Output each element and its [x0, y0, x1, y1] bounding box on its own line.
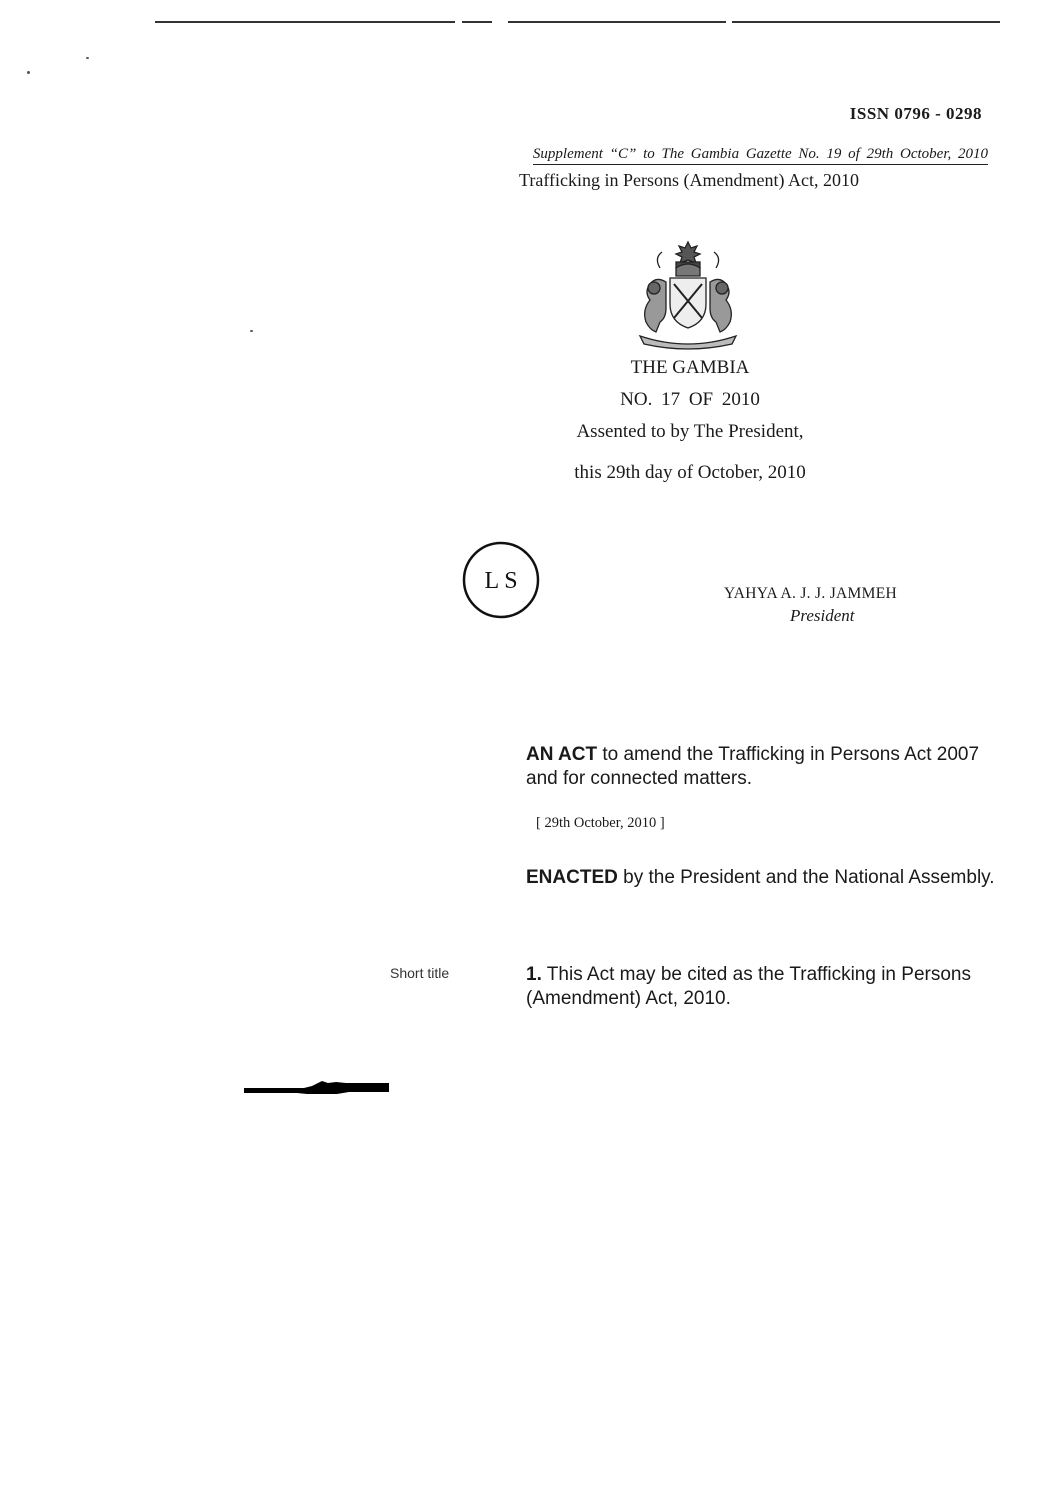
seal-text: L S — [484, 568, 518, 594]
speck — [27, 71, 30, 74]
gambia-coat-of-arms-icon — [630, 238, 746, 350]
signatory-name: YAHYA A. J. J. JAMMEH — [724, 585, 897, 602]
commencement-date: [ 29th October, 2010 ] — [536, 815, 665, 831]
act-number: NO. 17 OF 2010 — [620, 389, 760, 410]
ink-smudge — [244, 1079, 389, 1095]
top-rule-4 — [732, 21, 1000, 23]
section-margin-note: Short title — [390, 965, 450, 981]
long-title-lead: AN ACT — [526, 744, 598, 765]
assent-date: this 29th day of October, 2010 — [574, 462, 806, 483]
enacting-clause — [526, 866, 1008, 890]
assent-statement: Assented to by The President, — [576, 421, 804, 442]
enacting-text: by the President and the National Assembly. — [617, 867, 995, 888]
country-name: THE GAMBIA — [630, 357, 750, 378]
speck — [86, 57, 89, 59]
issn-number: ISSN 0796 - 0298 — [849, 104, 982, 123]
signatory-title: President — [790, 606, 855, 625]
top-rule-3 — [508, 21, 726, 23]
section-number: 1. — [526, 964, 542, 985]
section-1 — [526, 963, 1008, 1011]
running-title: Trafficking in Persons (Amendment) Act, 2010 — [519, 170, 859, 190]
top-rule-1 — [155, 21, 455, 23]
section-text: This Act may be cited as the Trafficking in Persons (Amendment) Act, 2010. — [526, 964, 971, 1009]
gazette-supplement-line: Supplement “C” to The Gambia Gazette No. 19 of 29th October, 2010 — [533, 146, 988, 165]
enacting-lead: ENACTED — [526, 867, 618, 888]
long-title-text: to amend the Trafficking in Persons Act 2007 and for connected matters. — [526, 744, 980, 789]
speck — [250, 330, 253, 332]
top-rule-2 — [462, 21, 492, 23]
long-title — [526, 743, 1008, 791]
ls-seal — [461, 540, 541, 620]
